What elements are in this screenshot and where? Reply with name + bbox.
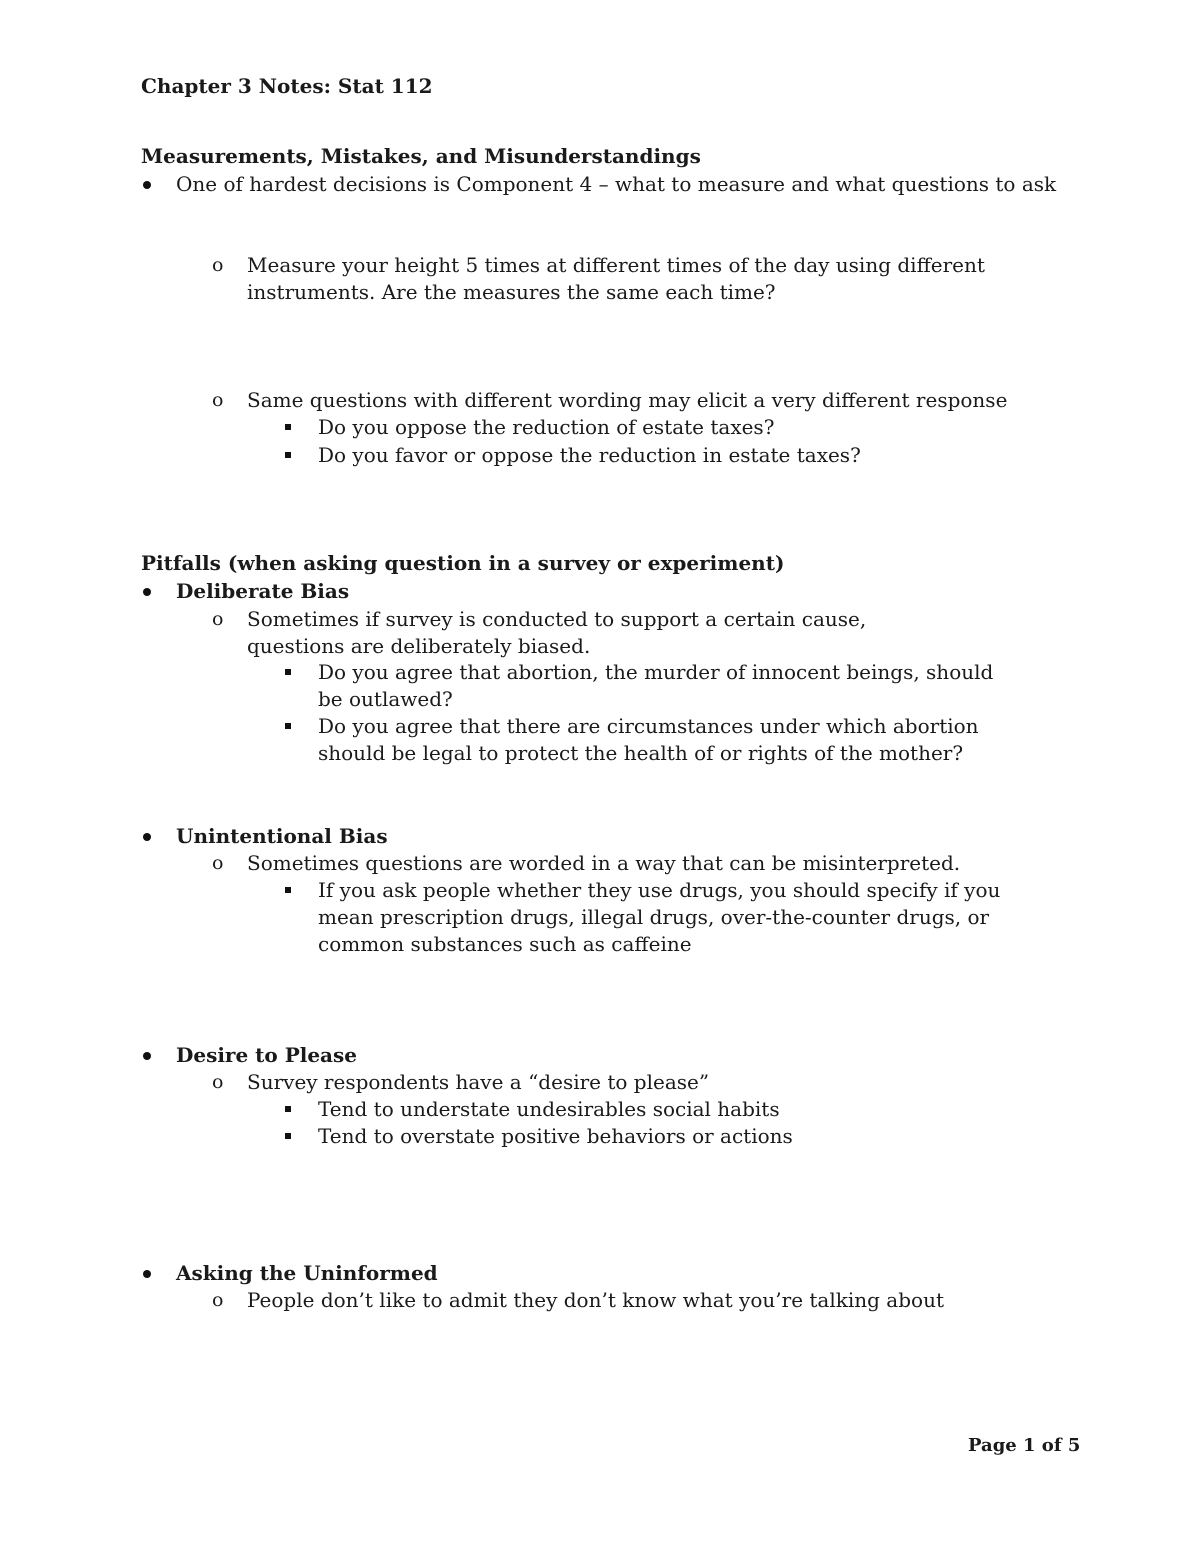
pitfall-asking-uninformed: Asking the Uninformed: [176, 1261, 438, 1285]
sub-bullet-marker: o: [212, 1289, 224, 1311]
sub-list-item: Survey respondents have a “desire to please”: [247, 1070, 710, 1094]
square-bullet-icon: [285, 723, 291, 729]
square-bullet-icon: [285, 424, 291, 430]
sub-bullet-marker: o: [212, 254, 224, 276]
page-title: Chapter 3 Notes: Stat 112: [141, 74, 433, 98]
nested-list-item: Tend to overstate positive behaviors or actions: [318, 1124, 793, 1148]
bullet-icon: [143, 1052, 151, 1060]
square-bullet-icon: [285, 887, 291, 893]
bullet-icon: [143, 588, 151, 596]
sub-bullet-marker: o: [212, 1071, 224, 1093]
sub-list-item: Sometimes if survey is conducted to support a certain cause, questions are deliberately biased.: [247, 607, 867, 658]
bullet-icon: [143, 833, 151, 841]
pitfall-desire-to-please: Desire to Please: [176, 1043, 357, 1067]
nested-list-item: Do you oppose the reduction of estate taxes?: [318, 415, 775, 439]
square-bullet-icon: [285, 669, 291, 675]
sub-list-item: Same questions with different wording may elicit a very different response: [247, 388, 1008, 412]
nested-list-item: Do you agree that abortion, the murder of innocent beings, should be outlawed?: [318, 660, 994, 711]
sub-bullet-marker: o: [212, 852, 224, 874]
square-bullet-icon: [285, 1106, 291, 1112]
page-number: Page 1 of 5: [968, 1435, 1081, 1456]
sub-list-item: Measure your height 5 times at different times of the day using different instruments. Are the measures the same each time?: [247, 253, 985, 304]
pitfall-deliberate-bias: Deliberate Bias: [176, 579, 350, 603]
pitfall-unintentional-bias: Unintentional Bias: [176, 824, 388, 848]
sub-list-item: Sometimes questions are worded in a way that can be misinterpreted.: [247, 851, 961, 875]
nested-list-item: Do you agree that there are circumstances under which abortion should be legal to protect the health of or rights of the mother?: [318, 714, 979, 765]
section-heading-measurements: Measurements, Mistakes, and Misunderstandings: [141, 144, 701, 168]
nested-list-item: Tend to understate undesirables social habits: [318, 1097, 780, 1121]
list-item: One of hardest decisions is Component 4 – what to measure and what questions to ask: [176, 172, 1057, 196]
section-heading-pitfalls: Pitfalls (when asking question in a survey or experiment): [141, 551, 785, 575]
sub-bullet-marker: o: [212, 608, 224, 630]
square-bullet-icon: [285, 452, 291, 458]
bullet-icon: [143, 1270, 151, 1278]
square-bullet-icon: [285, 1133, 291, 1139]
nested-list-item: If you ask people whether they use drugs, you should specify if you mean prescription drugs, illegal drugs, over-the-counter drugs, or common substances such as caffeine: [318, 878, 1001, 956]
bullet-icon: [143, 181, 151, 189]
sub-bullet-marker: o: [212, 389, 224, 411]
sub-list-item: People don’t like to admit they don’t know what you’re talking about: [247, 1288, 944, 1312]
nested-list-item: Do you favor or oppose the reduction in estate taxes?: [318, 443, 861, 467]
